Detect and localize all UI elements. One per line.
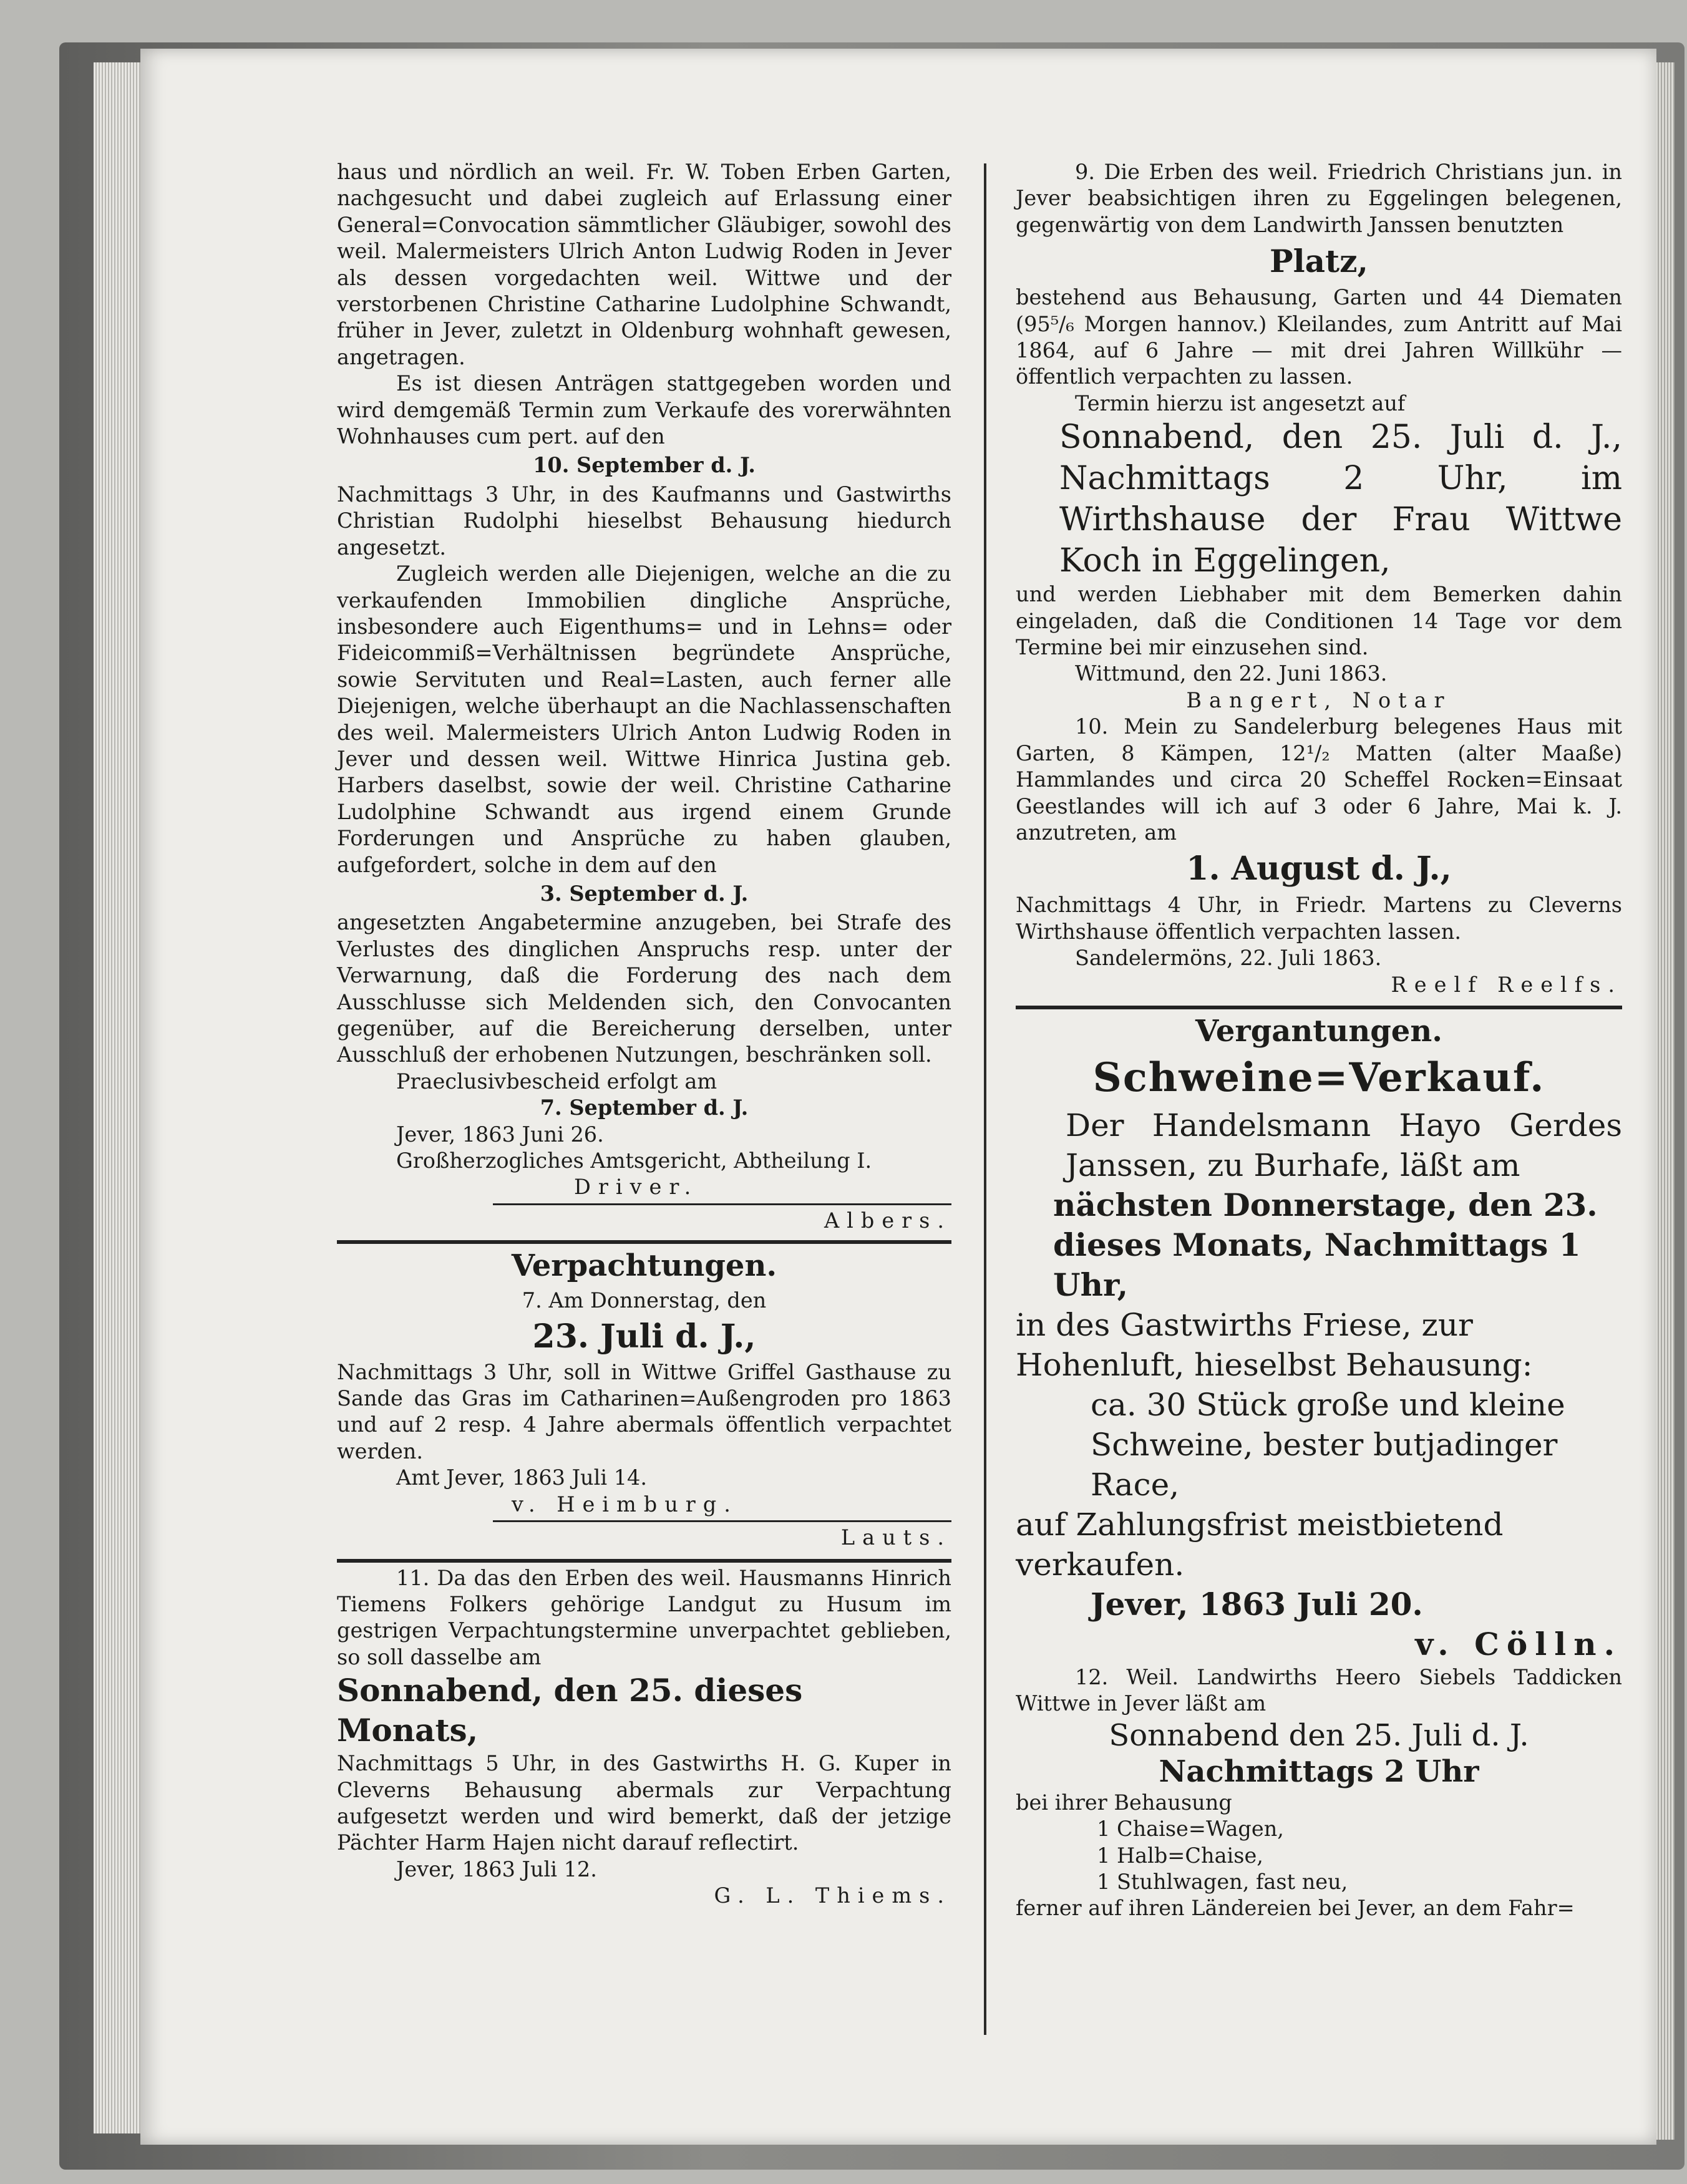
left-paragraph-5: angesetzten Angabetermine anzugeben, bei Strafe des Verlustes des dinglichen Anspruchs resp. unter der Verwarnung, daß die Forderung des nach dem Ausschlusse sich Meldenden sich, den Convocanten gegenüber, auf die Bereicherung derselben, unter Ausschluß der erhobenen Nutzungen, beschränken soll.: [337, 910, 951, 1067]
page-stack-left: [94, 62, 143, 2133]
signature-lauts: Lauts.: [840, 1525, 951, 1550]
signature-albers: Albers.: [824, 1208, 951, 1233]
notice-9-platz: Platz,: [1270, 243, 1368, 280]
notice-12-item-2: 1 Halb=Chaise,: [1097, 1843, 1263, 1868]
signature-driver: Driver.: [574, 1175, 699, 1200]
notice-7-place: Amt Jever, 1863 Juli 14.: [396, 1465, 647, 1490]
left-paragraph-1: haus und nördlich an weil. Fr. W. Toben Erben Garten, nachgesucht und dabei zugleich auf Erlassung einer General=Convocation sämmtlicher Gläubiger, sowohl des weil. Malermeisters Ulrich Anton Ludwig Roden in Jever als dessen vorgedachten weil. Wittwe und der verstorbenen Christine Catharine Ludolphine Schwandt, früher in Jever, zuletzt in Oldenburg wohnhaft gewesen, angetragen.: [337, 160, 951, 369]
notice-11-details: Nachmittags 5 Uhr, in des Gastwirths H. G. Kuper in Cleverns Behausung abermals zur Verpachtung aufgesetzt werden und wird bemerkt, daß der jetzige Pächter Harm Hajen nicht darauf reflectirt.: [337, 1751, 951, 1855]
signature-bangert: Bangert, Notar: [1186, 687, 1452, 712]
notice-12-date: Sonnabend den 25. Juli d. J.: [1109, 1717, 1529, 1753]
rule-thin-2: [493, 1520, 951, 1522]
left-paragraph-6: Praeclusivbescheid erfolgt am: [396, 1069, 717, 1094]
notice-10-place: Sandelermöns, 22. Juli 1863.: [1075, 946, 1382, 971]
notice-9-termin: Termin hierzu ist angesetzt auf: [1075, 391, 1406, 415]
notice-12-location: bei ihrer Behausung: [1016, 1790, 1232, 1815]
ad-body-1: Der Handelsmann Hayo Gerdes Janssen, zu Burhafe, läßt am: [1066, 1107, 1622, 1183]
left-date-1: 10. September d. J.: [533, 453, 756, 478]
signature-reelfs: Reelf Reelfs.: [1391, 972, 1622, 997]
notice-10-date: 1. August d. J.,: [1186, 850, 1452, 888]
notice-12-item-1: 1 Chaise=Wagen,: [1097, 1817, 1284, 1842]
left-paragraph-3: Nachmittags 3 Uhr, in des Kaufmanns und Gastwirths Christian Rudolphi hieselbst Behausung hiedurch angesetzt.: [337, 482, 951, 560]
notice-10-body: 10. Mein zu Sandelerburg belegenes Haus mit Garten, 8 Kämpen, 12¹/₂ Matten (alter Maaße) Hammlandes und circa 20 Scheffel Rocken=Einsaat Geestlandes will ich auf 3 oder 6 Jahre, Mai k. J. anzutreten, am: [1016, 714, 1622, 845]
notice-12-body: 12. Weil. Landwirths Heero Siebels Taddicken Wittwe in Jever läßt am: [1016, 1664, 1622, 1716]
notice-11-date: Sonnabend, den 25. dieses Monats,: [337, 1672, 803, 1749]
notice-9-place: Wittmund, den 22. Juni 1863.: [1075, 661, 1388, 686]
left-date-2: 3. September d. J.: [540, 881, 749, 906]
notice-12-item-3: 1 Stuhlwagen, fast neu,: [1097, 1869, 1348, 1894]
notice-9-details: bestehend aus Behausung, Garten und 44 Diematen (95⁵/₆ Morgen hannov.) Kleilandes, zum Antritt auf Mai 1864, auf 6 Jahre — mit drei Jahren Willkühr — öffentlich verpachten zu lassen.: [1016, 285, 1622, 389]
notice-10-details: Nachmittags 4 Uhr, in Friedr. Martens zu Cleverns Wirthshause öffentlich verpachten lassen.: [1016, 893, 1622, 944]
ad-body-5: auf Zahlungsfrist meistbietend verkaufen.: [1016, 1506, 1504, 1583]
right-column: [1016, 159, 1622, 1922]
signature-coelln: v. Cölln.: [1415, 1625, 1622, 1662]
notice-9-date-block: Sonnabend, den 25. Juli d. J., Nachmittags 2 Uhr, im Wirthshause der Frau Wittwe Koch in Eggelingen,: [1059, 419, 1622, 580]
ad-place: Jever, 1863 Juli 20.: [1091, 1585, 1423, 1623]
rule-thin-1: [493, 1203, 951, 1205]
column-divider: [984, 163, 986, 2035]
left-paragraph-2: Es ist diesen Anträgen stattgegeben worden und wird demgemäß Termin zum Verkaufe des vorerwähnten Wohnhauses cum pert. auf den: [337, 371, 951, 449]
heading-verpachtungen: Verpachtungen.: [511, 1248, 777, 1284]
notice-7-body: Nachmittags 3 Uhr, soll in Wittwe Griffel Gasthause zu Sande das Gras im Catharinen=Außengroden pro 1863 und auf 2 resp. 4 Jahre abermals öffentlich verpachtet werden.: [337, 1359, 951, 1463]
court-name: Großherzogliches Amtsgericht, Abtheilung I.: [396, 1148, 872, 1173]
notice-9-conditions: und werden Liebhaber mit dem Bemerken dahin eingeladen, daß die Conditionen 14 Tage vor dem Termine bei mir einzusehen sind.: [1016, 582, 1622, 660]
ad-body-3: in des Gastwirths Friese, zur Hohenluft, hieselbst Behausung:: [1016, 1306, 1533, 1383]
notice-9-body: 9. Die Erben des weil. Friedrich Christians jun. in Jever beabsichtigen ihren zu Eggelingen belegenen, gegenwärtig von dem Landwirth Janssen benutzten: [1016, 160, 1622, 237]
notice-7-date: 23. Juli d. J.,: [532, 1317, 756, 1356]
rule-thick-3: [1016, 1006, 1622, 1009]
notice-12-continuation: ferner auf ihren Ländereien bei Jever, an dem Fahr=: [1016, 1896, 1575, 1921]
left-date-3: 7. September d. J.: [540, 1095, 749, 1120]
signature-heimburg: v. Heimburg.: [512, 1492, 738, 1517]
notice-7-intro: 7. Am Donnerstag, den: [522, 1288, 767, 1313]
heading-vergantungen: Vergantungen.: [1195, 1013, 1442, 1049]
ad-title-schweine-verkauf: Schweine=Verkauf.: [1092, 1054, 1545, 1101]
ad-body-2: nächsten Donnerstage, den 23. dieses Monats, Nachmittags 1 Uhr,: [1053, 1186, 1598, 1303]
notice-11-place: Jever, 1863 Juli 12.: [396, 1856, 597, 1881]
rule-thick-2: [337, 1559, 951, 1563]
rule-thick-1: [337, 1240, 951, 1244]
signature-thiems: G. L. Thiems.: [714, 1883, 951, 1908]
notice-12-time: Nachmittags 2 Uhr: [1159, 1754, 1479, 1789]
notice-11-body: 11. Da das den Erben des weil. Hausmanns Hinrich Tiemens Folkers gehörige Landgut zu Husum im gestrigen Verpachtungstermine unverpachtet geblieben, so soll dasselbe am: [337, 1565, 951, 1669]
left-place-1: Jever, 1863 Juni 26.: [396, 1122, 604, 1147]
left-paragraph-4: Zugleich werden alle Diejenigen, welche an die zu verkaufenden Immobilien dingliche Ansprüche, insbesondere auch Eigenthums= und in Lehns= oder Fideicommiß=Verhältnissen begründete Ansprüche, sowie Servituten und Real=Lasten, auch ferner alle Diejenigen, welche überhaupt an die Nachlassenschaften des weil. Malermeisters Ulrich Anton Ludwig Roden in Jever und dessen weil. Wittwe Hinrica Justina geb. Harbers daselbst, sowie der weil. Christine Catharine Ludolphine Schwandt aus irgend einem Grunde Forderungen und Ansprüche zu haben glauben, aufgefordert, solche in dem auf den: [337, 561, 951, 877]
ad-body-4: ca. 30 Stück große und kleine Schweine, bester butjadinger Race,: [1091, 1386, 1565, 1503]
left-column: [337, 159, 951, 1910]
